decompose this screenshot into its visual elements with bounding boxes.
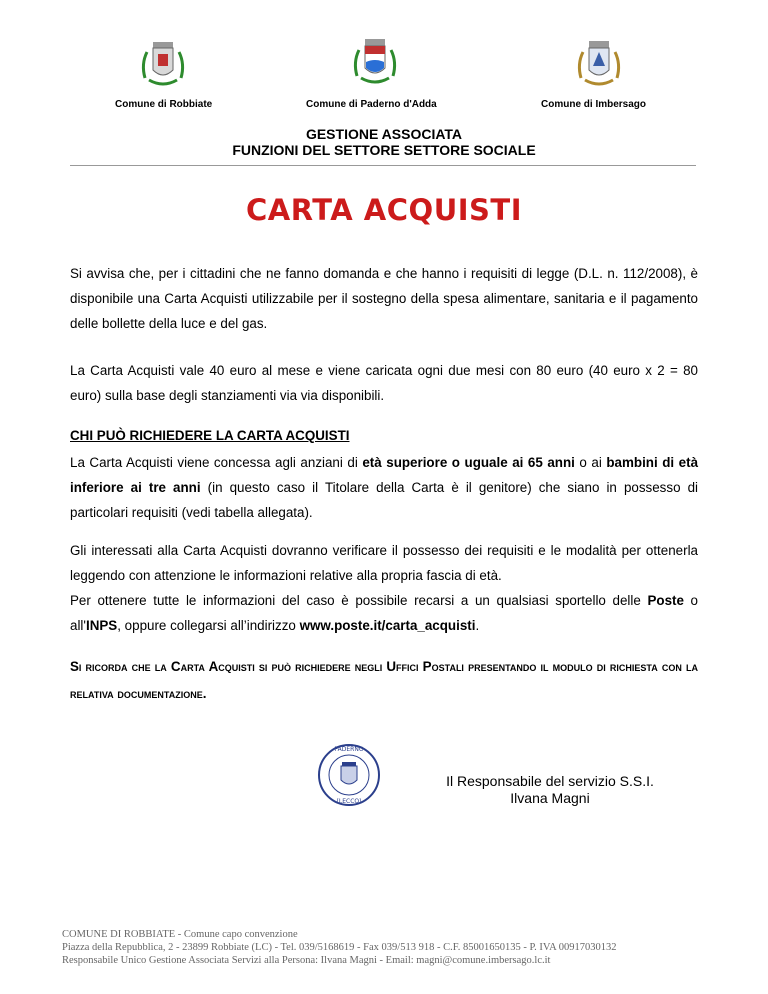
signer-name: Ilvana Magni: [510, 790, 590, 806]
svg-text:PADERNO: PADERNO: [334, 746, 364, 753]
footer-line2: Piazza della Repubblica, 2 - 23899 Robbiate (LC) - Tel. 039/5168619 - Fax 039/513 918 - C.F. 85001650135 - P. IVA 00917030132: [62, 942, 617, 953]
verify-paragraph: Gli interessati alla Carta Acquisti dovranno verificare il possesso dei requisiti e le modalità per ottenerla leggendo con attenzione le informazioni relative alla propria fascia di età.: [70, 543, 698, 583]
eligibility-paragraph: La Carta Acquisti viene concessa agli anziani di età superiore o uguale ai 65 anni o ai bambini di età inferiore ai tre anni (in questo caso il Titolare della Carta è il genitore) che siano in possesso di particolari requisiti (vedi tabella allegata).: [70, 455, 699, 520]
signer-role: Il Responsabile del servizio S.S.I.: [446, 773, 654, 789]
robbiate-crest-icon: [139, 38, 187, 90]
poste-link[interactable]: www.poste.it/carta_acquisti: [299, 618, 476, 633]
reminder-note: Si ricorda che la Carta Acquisti si può richiedere negli Uffici Postali presentando il modulo di richiesta con la relativa documentazione.: [70, 659, 698, 701]
info-paragraph: Per ottenere tutte le informazioni del caso è possibile recarsi a un qualsiasi sportello delle Poste o all'INPS, oppure collegarsi all’indirizzo www.poste.it/carta_acquisti.: [70, 593, 699, 633]
header-title-line1: GESTIONE ASSOCIATA: [305, 126, 463, 142]
footer: [62, 928, 617, 967]
comune-imbersago-label: Comune di Imbersago: [541, 99, 647, 110]
section-title: CHI PUÒ RICHIEDERE LA CARTA ACQUISTI: [70, 428, 350, 443]
comune-robbiate-label: Comune di Robbiate: [115, 99, 213, 110]
footer-line1: COMUNE DI ROBBIATE - Comune capo convenzione: [62, 929, 298, 940]
municipal-stamp-icon: [316, 742, 382, 808]
intro-paragraph: Si avvisa che, per i cittadini che ne fanno domanda e che hanno i requisiti di legge (D.L. n. 112/2008), è disponibile una Carta Acquisti utilizzabile per il sostegno della spesa alimentare, sanitaria e il pagamento delle bollette della luce e del gas.: [70, 266, 698, 331]
paderno-crest-icon: [351, 36, 399, 88]
footer-line3: Responsabile Unico Gestione Associata Servizi alla Persona: Ilvana Magni - Email: magni@comune.imbersago.lc.it: [62, 955, 551, 966]
header-title-line2: FUNZIONI DEL SETTORE SETTORE SOCIALE: [232, 142, 536, 158]
value-paragraph: La Carta Acquisti vale 40 euro al mese e viene caricata ogni due mesi con 80 euro (40 euro x 2 = 80 euro) sulla base degli stanziamenti via via disponibili.: [70, 363, 698, 403]
comune-paderno-label: Comune di Paderno d'Adda: [306, 99, 437, 110]
page-title: CARTA ACQUISTI: [245, 193, 522, 227]
imbersago-crest-icon: [575, 38, 623, 90]
svg-text:(LECCO): (LECCO): [336, 798, 362, 805]
header-divider: [70, 165, 696, 166]
